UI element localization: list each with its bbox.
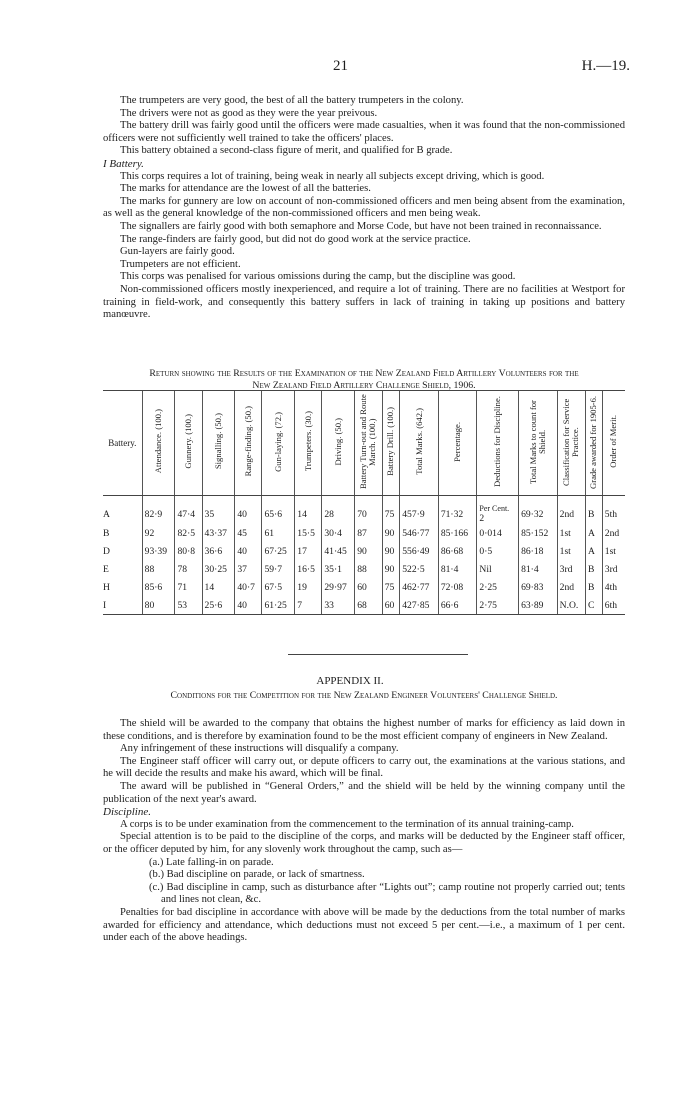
cell-value: 65·6 xyxy=(264,508,283,520)
table-cell xyxy=(602,542,625,560)
column-header-label: Range-finding. (50.) xyxy=(242,406,253,477)
table-cell xyxy=(438,542,477,560)
cell-value: B xyxy=(103,527,110,539)
cell-value: 14 xyxy=(297,508,307,520)
cell-value: H xyxy=(103,581,110,593)
table-cell xyxy=(519,578,558,596)
table-cell xyxy=(175,578,202,596)
cell-value: 85·152 xyxy=(521,527,549,539)
cell-value: 33 xyxy=(324,599,334,611)
table-cell xyxy=(322,524,355,542)
cell-value: 63·89 xyxy=(521,599,544,611)
table-cell xyxy=(602,578,625,596)
table-cell xyxy=(557,542,585,560)
table-cell xyxy=(355,596,383,615)
cell-value: 40·7 xyxy=(237,581,255,593)
paragraph: The signallers are fairly good with both semaphore and Morse Code, but have not been trained in reconnaissance. xyxy=(120,220,602,232)
table-cell xyxy=(438,524,477,542)
cell-value: 88 xyxy=(144,563,155,575)
table-cell xyxy=(355,578,383,596)
column-header-label: Battery. xyxy=(108,437,137,448)
cell-value: 2nd xyxy=(604,527,620,539)
column-header-label: Gunnery. (100.) xyxy=(183,414,193,469)
column-header xyxy=(355,391,383,496)
table-caption xyxy=(103,368,625,391)
cell-value: A xyxy=(103,508,110,520)
column-header xyxy=(602,391,625,496)
cell-value: 80·8 xyxy=(177,545,196,557)
cell-value: 59·7 xyxy=(264,563,283,575)
table-cell xyxy=(400,560,439,578)
column-header xyxy=(202,391,235,496)
column-header-label: Order of Merit. xyxy=(608,415,619,468)
table-cell xyxy=(477,560,519,578)
table-cell xyxy=(262,524,295,542)
cell-value: 546·77 xyxy=(402,527,430,539)
cell-value: 85·6 xyxy=(144,581,163,593)
cell-value: 69·32 xyxy=(521,508,544,520)
table-cell xyxy=(235,524,262,542)
paragraph: The battery drill was fairly good until the officers were made casualties, when it was found that the non-commissioned officers were not sufficiently well trained to take the officers' places. xyxy=(103,120,625,144)
cell-value: 92 xyxy=(144,527,155,539)
section-heading: I Battery. xyxy=(103,157,144,170)
list-item: (c.) Bad discipline in camp, such as disturbance after “Lights out”; camp routine not properly carried out; tents and lines not clean, &c. xyxy=(149,881,625,906)
battery-cell xyxy=(103,542,142,560)
cell-value: 427·85 xyxy=(402,599,430,611)
column-header-label: Percentage. xyxy=(452,421,463,462)
cell-value: 17 xyxy=(297,545,307,557)
column-header-label: Trumpeters. (30.) xyxy=(302,411,313,472)
table-cell xyxy=(262,560,295,578)
cell-value: 90 xyxy=(384,563,395,575)
table-cell xyxy=(557,578,585,596)
cell-value: 67·25 xyxy=(264,545,287,557)
column-header-label: Signalling. (50.) xyxy=(212,413,223,470)
battery-cell xyxy=(103,524,142,542)
cell-value: 28 xyxy=(324,508,334,520)
column-header-label: Classification for Service Practice. xyxy=(561,397,581,486)
results-table xyxy=(103,390,625,615)
cell-value: 40 xyxy=(237,545,247,557)
cell-value: 457·9 xyxy=(402,508,425,520)
table-row xyxy=(103,578,625,596)
table-cell xyxy=(355,496,383,525)
table-cell xyxy=(322,560,355,578)
cell-value: 61·25 xyxy=(264,599,287,611)
table-cell xyxy=(438,496,477,525)
cell-value: 30·4 xyxy=(324,527,342,539)
appendix-title: APPENDIX II. xyxy=(316,675,384,687)
paragraph: The marks for attendance are the lowest of all the batteries. xyxy=(120,183,371,195)
cell-value: 5th xyxy=(604,508,618,520)
cell-value: 80 xyxy=(144,599,155,611)
column-header xyxy=(103,391,142,496)
cell-value: 69·83 xyxy=(521,581,544,593)
table-cell xyxy=(235,560,262,578)
column-header-label: Grade awarded for 1905-6. xyxy=(588,394,599,489)
table-cell xyxy=(202,578,235,596)
table-cell xyxy=(142,578,175,596)
column-header xyxy=(322,391,355,496)
cell-value: 78 xyxy=(177,563,188,575)
document-reference: H.—19. xyxy=(581,58,630,74)
table-cell xyxy=(557,560,585,578)
table-cell xyxy=(602,496,625,525)
table-cell xyxy=(519,596,558,615)
cell-value: 37 xyxy=(237,563,247,575)
table-cell xyxy=(519,496,558,525)
table-cell xyxy=(262,496,295,525)
table-caption-line: Return showing the Results of the Examination of the New Zealand Field Artillery Volunteers for the xyxy=(149,368,579,379)
cell-value: 15·5 xyxy=(297,527,315,539)
paragraph: This corps requires a lot of training, being weak in nearly all subjects except driving, which is good. xyxy=(120,170,545,182)
table-row xyxy=(103,524,625,542)
table-cell xyxy=(175,596,202,615)
cell-value: 1st xyxy=(559,545,571,557)
cell-value: B xyxy=(588,563,595,575)
table-cell xyxy=(519,542,558,560)
cell-value: 90 xyxy=(357,545,367,557)
cell-value: 88 xyxy=(357,563,367,575)
table-cell xyxy=(477,496,519,525)
table-cell xyxy=(322,578,355,596)
cell-value: 3rd xyxy=(559,563,573,575)
paragraph: Trumpeters are not efficient. xyxy=(120,258,241,270)
paragraph: Any infringement of these instructions will disqualify a company. xyxy=(120,743,399,755)
battery-cell xyxy=(103,560,142,578)
cell-value: A xyxy=(588,545,595,557)
battery-cell xyxy=(103,596,142,615)
paragraph: The drivers were not as good as they were the year preivous. xyxy=(120,107,378,119)
table-row xyxy=(103,560,625,578)
paragraph: A corps is to be under examination from the commencement to the termination of its annual training-camp. xyxy=(120,818,574,830)
cell-value: N.O. xyxy=(559,599,579,611)
table-cell xyxy=(202,524,235,542)
table-cell xyxy=(400,542,439,560)
cell-value: 93·39 xyxy=(144,545,168,557)
appendix-subtitle: Conditions for the Competition for the New Zealand Engineer Volunteers' Challenge Shield. xyxy=(170,690,558,701)
cell-value: 60 xyxy=(384,599,395,611)
column-header-label: Battery Drill. (100.) xyxy=(385,407,396,476)
cell-value: 90 xyxy=(384,527,395,539)
table-cell xyxy=(602,524,625,542)
table-cell xyxy=(355,524,383,542)
table-cell xyxy=(235,542,262,560)
table-body xyxy=(103,496,625,615)
table-cell xyxy=(175,542,202,560)
column-header xyxy=(295,391,322,496)
cell-value: 4th xyxy=(604,581,618,593)
cell-value: 41·45 xyxy=(324,545,347,557)
cell-value: 19 xyxy=(297,581,307,593)
column-header xyxy=(400,391,439,496)
table-cell xyxy=(382,578,399,596)
column-header-label: Deductions for Discipline. xyxy=(492,396,503,487)
cell-value: 7 xyxy=(297,599,303,611)
cell-value: 3rd xyxy=(604,563,618,575)
table-cell xyxy=(175,496,202,525)
column-header-label: Battery Turn-out and Route March. (100.) xyxy=(358,394,378,489)
table-cell xyxy=(175,560,202,578)
column-header-label: Total Marks to count for Shield. xyxy=(527,399,547,484)
cell-value: 2·25 xyxy=(479,581,497,593)
table-cell xyxy=(382,560,399,578)
cell-value: 0·5 xyxy=(479,545,493,557)
table-cell xyxy=(142,542,175,560)
cell-value: 82·5 xyxy=(177,527,196,539)
column-header xyxy=(586,391,603,496)
table-cell xyxy=(295,560,322,578)
cell-value: 70 xyxy=(357,508,367,520)
cell-value: I xyxy=(103,599,107,611)
paragraph: Gun-layers are fairly good. xyxy=(120,246,235,258)
cell-value: C xyxy=(588,599,595,611)
table-cell xyxy=(586,496,603,525)
divider xyxy=(288,654,468,655)
cell-value: 45 xyxy=(237,527,247,539)
table-cell xyxy=(235,596,262,615)
table-cell xyxy=(400,496,439,525)
paragraph: This corps was penalised for various omissions during the camp, but the discipline was good. xyxy=(120,271,516,283)
paragraph: The marks for gunnery are low on account of non-commissioned officers and men being absent from the examination, as well as the general knowledge of the non-commissioned officers and men being weak. xyxy=(103,195,625,220)
cell-value: 6th xyxy=(604,599,618,611)
table-row xyxy=(103,542,625,560)
cell-value: 2·75 xyxy=(479,599,497,611)
cell-value: E xyxy=(103,563,109,575)
battery-cell xyxy=(103,496,142,525)
cell-value: 2 xyxy=(479,513,485,524)
cell-value: 85·166 xyxy=(440,527,468,539)
table-cell xyxy=(235,496,262,525)
cell-value: 47·4 xyxy=(177,508,196,520)
table-cell xyxy=(438,560,477,578)
cell-value: 25·6 xyxy=(204,599,223,611)
table-cell xyxy=(557,596,585,615)
paragraph: Special attention is to be paid to the discipline of the corps, and marks will be deducted by the Engineer staff officer, or the officer deputed by him, for any slovenly work throughout the camp, such as— xyxy=(103,831,625,855)
table-row xyxy=(103,596,625,615)
column-header xyxy=(262,391,295,496)
paragraph: This battery obtained a second-class figure of merit, and qualified for B grade. xyxy=(120,145,453,157)
column-header-label: Driving. (50.) xyxy=(332,417,343,466)
cell-value: A xyxy=(588,527,595,539)
cell-value: 82·9 xyxy=(144,508,163,520)
cell-value: 71 xyxy=(177,581,188,593)
list-item: (b.) Bad discipline on parade, or lack of smartness. xyxy=(149,869,365,881)
cell-value: D xyxy=(103,545,110,557)
table-cell xyxy=(477,578,519,596)
table-cell xyxy=(295,596,322,615)
cell-value: 1st xyxy=(559,527,571,539)
column-header xyxy=(477,391,519,496)
table-cell xyxy=(477,542,519,560)
cell-value: 81·4 xyxy=(521,563,539,575)
table-cell xyxy=(322,542,355,560)
table-cell xyxy=(202,496,235,525)
table-header-row xyxy=(103,391,625,496)
table-cell xyxy=(295,496,322,525)
discipline-list xyxy=(103,857,625,907)
table-cell xyxy=(382,596,399,615)
cell-value: 53 xyxy=(177,599,188,611)
table-cell xyxy=(477,524,519,542)
cell-value: 81·4 xyxy=(440,563,459,575)
table-cell xyxy=(602,596,625,615)
table-cell xyxy=(557,496,585,525)
cell-value: 2nd xyxy=(559,581,575,593)
table-cell xyxy=(295,524,322,542)
table-cell xyxy=(235,578,262,596)
table-cell xyxy=(519,560,558,578)
table-cell xyxy=(142,596,175,615)
column-header-label: Total Marks. (642.) xyxy=(413,408,424,475)
column-header xyxy=(175,391,202,496)
paragraph: The shield will be awarded to the company that obtains the highest number of marks for efficiency as laid down in these conditions, and is therefore by examination found to be the most efficient company of engineers in New Zealand. xyxy=(103,718,625,742)
cell-value: 67·5 xyxy=(264,581,283,593)
cell-value: 87 xyxy=(357,527,367,539)
cell-value: 1st xyxy=(604,545,616,557)
table-cell xyxy=(438,578,477,596)
cell-value: 462·77 xyxy=(402,581,430,593)
table-cell xyxy=(262,578,295,596)
cell-value: 2nd xyxy=(559,508,575,520)
table-cell xyxy=(519,524,558,542)
table-cell xyxy=(557,524,585,542)
column-header xyxy=(235,391,262,496)
cell-value: 16·5 xyxy=(297,563,315,575)
cell-value: 86·18 xyxy=(521,545,544,557)
table-cell xyxy=(355,542,383,560)
column-header xyxy=(142,391,175,496)
table-cell xyxy=(202,596,235,615)
table-row xyxy=(103,496,625,525)
paragraph: The award will be published in “General Orders,” and the shield will be held by the winning company until the publication of the next year's award. xyxy=(103,780,625,805)
cell-value: 14 xyxy=(204,581,215,593)
paragraph: The range-finders are fairly good, but did not do good work at the service practice. xyxy=(120,233,471,245)
cell-value: 86·68 xyxy=(440,545,464,557)
column-header xyxy=(557,391,585,496)
table-cell xyxy=(142,496,175,525)
table-cell xyxy=(586,524,603,542)
table-cell xyxy=(586,578,603,596)
table-cell xyxy=(602,560,625,578)
cell-value: Nil xyxy=(479,563,492,575)
cell-value: B xyxy=(588,581,595,593)
table-cell xyxy=(400,596,439,615)
table-cell xyxy=(202,560,235,578)
table-cell xyxy=(295,542,322,560)
table-cell xyxy=(382,524,399,542)
cell-value: 66·6 xyxy=(440,599,459,611)
table-cell xyxy=(142,560,175,578)
paragraph: Non-commissioned officers mostly inexperienced, and require a lot of training. There are no facilities at Westport for training in field-work, and consequently this battery suffers in lack of training in taking up positions and battery manœuvre. xyxy=(103,283,625,321)
cell-value: 75 xyxy=(384,508,395,520)
cell-value: 68 xyxy=(357,599,367,611)
cell-value: 36·6 xyxy=(204,545,223,557)
table-cell xyxy=(142,524,175,542)
cell-value: 30·25 xyxy=(204,563,227,575)
table-cell xyxy=(262,542,295,560)
battery-cell xyxy=(103,578,142,596)
percent-label: Per Cent. xyxy=(479,504,510,513)
cell-value: 72·08 xyxy=(440,581,464,593)
table-cell xyxy=(382,542,399,560)
cell-value: 40 xyxy=(237,599,247,611)
column-header xyxy=(519,391,558,496)
cell-value: 43·37 xyxy=(204,527,227,539)
page-number: 21 xyxy=(333,58,348,74)
cell-value: 29·97 xyxy=(324,581,347,593)
cell-value: 75 xyxy=(384,581,395,593)
cell-value: B xyxy=(588,508,595,520)
table-cell xyxy=(400,524,439,542)
paragraph: Penalties for bad discipline in accordance with above will be made by the deductions from the total number of marks awarded for efficiency and attendance, which deductions must not exceed 5 per cent.—i.e., a maximum of 1 per cent. under each of the above headings. xyxy=(103,906,625,944)
table-caption-line: New Zealand Field Artillery Challenge Shield, 1906. xyxy=(252,379,476,391)
list-item: (a.) Late falling-in on parade. xyxy=(149,856,274,868)
table-cell xyxy=(477,596,519,615)
cell-value: 522·5 xyxy=(402,563,425,575)
top-section xyxy=(103,95,625,322)
table-cell xyxy=(586,596,603,615)
paragraph: The Engineer staff officer will carry out, or depute officers to carry out, the examinations at the various stations, and he will decide the results and make his award, which will be final. xyxy=(103,755,625,780)
table-cell xyxy=(400,578,439,596)
table-cell xyxy=(202,542,235,560)
column-header xyxy=(382,391,399,496)
table-cell xyxy=(322,496,355,525)
cell-value: 71·32 xyxy=(440,508,464,520)
cell-value: 35 xyxy=(204,508,215,520)
cell-value: 556·49 xyxy=(402,545,430,557)
cell-value: 90 xyxy=(384,545,395,557)
column-header xyxy=(438,391,477,496)
cell-value: 35·1 xyxy=(324,563,342,575)
cell-value: 61 xyxy=(264,527,275,539)
section-heading: Discipline. xyxy=(103,806,151,819)
paragraph: The trumpeters are very good, the best of all the battery trumpeters in the colony. xyxy=(120,95,464,106)
column-header-label: Gun-laying. (72.) xyxy=(272,411,283,472)
table-cell xyxy=(322,596,355,615)
table-cell xyxy=(382,496,399,525)
table-cell xyxy=(262,596,295,615)
cell-value: 60 xyxy=(357,581,367,593)
table-cell xyxy=(586,542,603,560)
table-cell xyxy=(438,596,477,615)
table-cell xyxy=(586,560,603,578)
appendix-section xyxy=(103,718,625,945)
cell-value: 0·014 xyxy=(479,527,502,539)
table-cell xyxy=(355,560,383,578)
table-cell xyxy=(295,578,322,596)
column-header-label: Attendance. (100.) xyxy=(153,409,164,474)
table-cell xyxy=(175,524,202,542)
cell-value: 40 xyxy=(237,508,247,520)
